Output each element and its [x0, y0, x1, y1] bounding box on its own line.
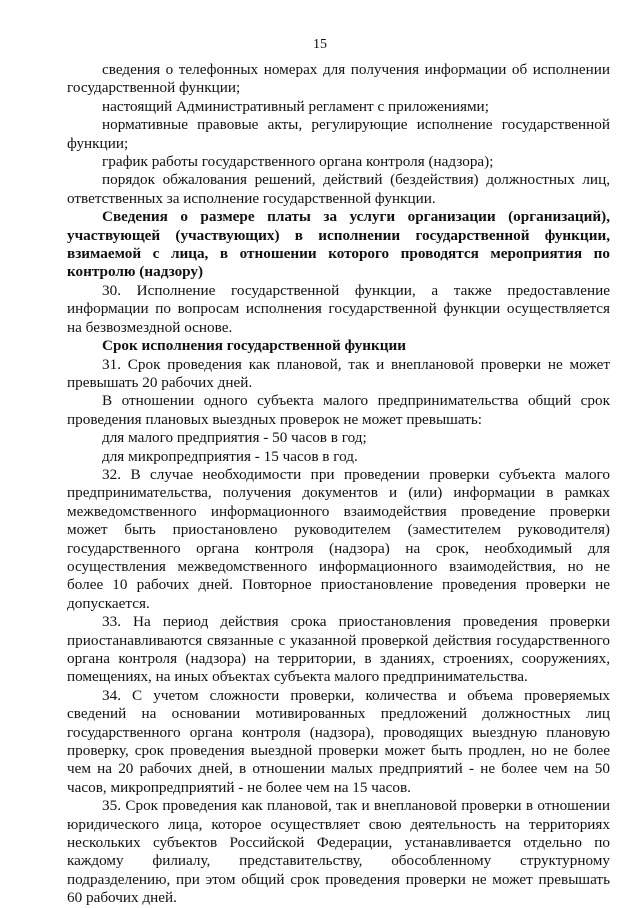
paragraph-32: 32. В случае необходимости при проведении проверки субъекта малого предпринимательства, получения документов и (или) информации в рамках межведомственного информационного взаимодействия проведение проверки может быть приостановлено руководителем (заместителем руководителя) государственного органа контроля (надзора) на срок, необходимый для осуществления межведомственного информационного взаимодействия, но не более 10 рабочих дней. Повторное приостановление проведения проверки не допускается. — [67, 465, 610, 612]
paragraph-work-schedule: график работы государственного органа контроля (надзора); — [102, 153, 494, 171]
paragraph-regulation: настоящий Административный регламент с приложениями; — [102, 97, 489, 115]
page-number: 15 — [313, 37, 327, 52]
section-heading-fees: Сведения о размере платы за услуги организации (организаций), участвующей (участвующих) в исполнении государственной функции, взимаемой с лица, в отношении которого проводятся мероприятия по контролю (надзору) — [67, 208, 610, 281]
paragraph-micro-enterprise: для микропредприятия - 15 часов в год. — [102, 447, 358, 465]
paragraph-phone-info: сведения о телефонных номерах для получения информации об исполнении государственной функции; — [67, 61, 610, 97]
paragraph-30: 30. Исполнение государственной функции, а также предоставление информации по вопросам исполнения государственной функции осуществляется на безвозмездной основе. — [67, 281, 610, 336]
paragraph-33: 33. На период действия срока приостановления проведения проверки приостанавливаются связанные с указанной проверкой действия государственного органа контроля (надзора) на территории, в зданиях, строениях, сооружениях, помещениях, на иных объектах субъекта малого предпринимательства. — [67, 613, 610, 686]
document-body — [67, 61, 610, 908]
paragraph-small-business-limit: В отношении одного субъекта малого предпринимательства общий срок проведения плановых выездных проверок не может превышать: — [67, 392, 610, 428]
paragraph-legal-acts: нормативные правовые акты, регулирующие исполнение государственной функции; — [67, 116, 610, 152]
paragraph-31: 31. Срок проведения как плановой, так и внеплановой проверки не может превышать 20 рабочих дней. — [67, 355, 610, 391]
section-heading-deadline: Срок исполнения государственной функции — [102, 337, 406, 355]
paragraph-small-enterprise: для малого предприятия - 50 часов в год; — [102, 429, 367, 447]
paragraph-appeal-procedure: порядок обжалования решений, действий (бездействия) должностных лиц, ответственных за исполнение государственной функции. — [67, 171, 610, 207]
paragraph-35: 35. Срок проведения как плановой, так и внеплановой проверки в отношении юридического лица, которое осуществляет свою деятельность на территориях нескольких субъектов Российской Федерации, устанавливается отдельно по каждому филиалу, представительству, обособленному структурному подразделению, при этом общий срок проведения проверки не может превышать 60 рабочих дней. — [67, 797, 610, 907]
paragraph-34: 34. С учетом сложности проверки, количества и объема проверяемых сведений на основании мотивированных предложений должностных лиц государственного органа контроля (надзора), проводящих выездную плановую проверку, срок проведения выездной проверки может быть продлен, но не более чем на 20 рабочих дней, в отношении малых предприятий - не более чем на 50 часов, микропредприятий - не более чем на 15 часов. — [67, 686, 610, 796]
